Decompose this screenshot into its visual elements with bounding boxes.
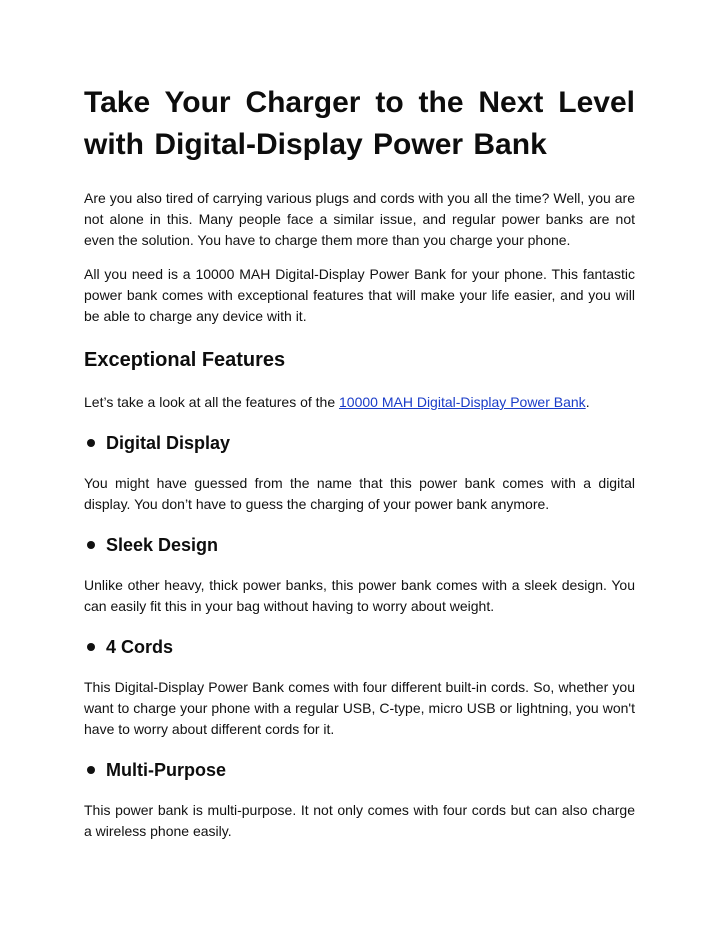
features-lead-period: . bbox=[585, 394, 590, 410]
feature-description: This power bank is multi-purpose. It not only comes with four cords but can also charge a wireless phone easily. bbox=[84, 802, 635, 839]
bullet-icon bbox=[87, 643, 95, 651]
bullet-icon bbox=[87, 766, 95, 774]
document-page bbox=[84, 82, 635, 842]
feature-heading bbox=[84, 429, 635, 457]
section-heading-features: Exceptional Features bbox=[84, 349, 286, 371]
feature-title: Sleek Design bbox=[106, 535, 219, 555]
article-title: Take Your Charger to the Next Level with Digital-Display Power Bank bbox=[84, 86, 635, 161]
intro-paragraph-2: All you need is a 10000 MAH Digital-Display Power Bank for your phone. This fantastic power bank comes with exceptional features that will make your life easier, and you will be able to charge any device with it. bbox=[84, 266, 635, 324]
bullet-icon bbox=[87, 541, 95, 549]
product-link[interactable]: 10000 MAH Digital-Display Power Bank bbox=[339, 394, 586, 410]
feature-item-multi-purpose bbox=[84, 756, 635, 842]
intro-paragraph-1: Are you also tired of carrying various plugs and cords with you all the time? Well, you are not alone in this. Many people face a similar issue, and regular power banks are not even the solution. You have to charge them more than you charge your phone. bbox=[84, 190, 635, 248]
bullet-icon bbox=[87, 439, 95, 447]
feature-description: Unlike other heavy, thick power banks, this power bank comes with a sleek design. You can easily fit this in your bag without having to worry about weight. bbox=[84, 577, 635, 614]
feature-description: This Digital-Display Power Bank comes with four different built-in cords. So, whether you want to charge your phone with a regular USB, C-type, micro USB or lightning, you won't have to worry about different cords for it. bbox=[84, 679, 635, 737]
feature-heading bbox=[84, 531, 635, 559]
features-lead-paragraph bbox=[84, 392, 635, 413]
feature-item-4-cords bbox=[84, 633, 635, 740]
feature-description: You might have guessed from the name that this power bank comes with a digital display. You don’t have to guess the charging of your power bank anymore. bbox=[84, 475, 635, 512]
features-lead-text: Let’s take a look at all the features of the bbox=[84, 394, 340, 410]
feature-item-digital-display bbox=[84, 429, 635, 515]
feature-heading bbox=[84, 633, 635, 661]
feature-title: 4 Cords bbox=[106, 637, 174, 657]
feature-heading bbox=[84, 756, 635, 784]
feature-title: Multi-Purpose bbox=[106, 760, 226, 780]
feature-title: Digital Display bbox=[106, 433, 231, 453]
feature-item-sleek-design bbox=[84, 531, 635, 617]
